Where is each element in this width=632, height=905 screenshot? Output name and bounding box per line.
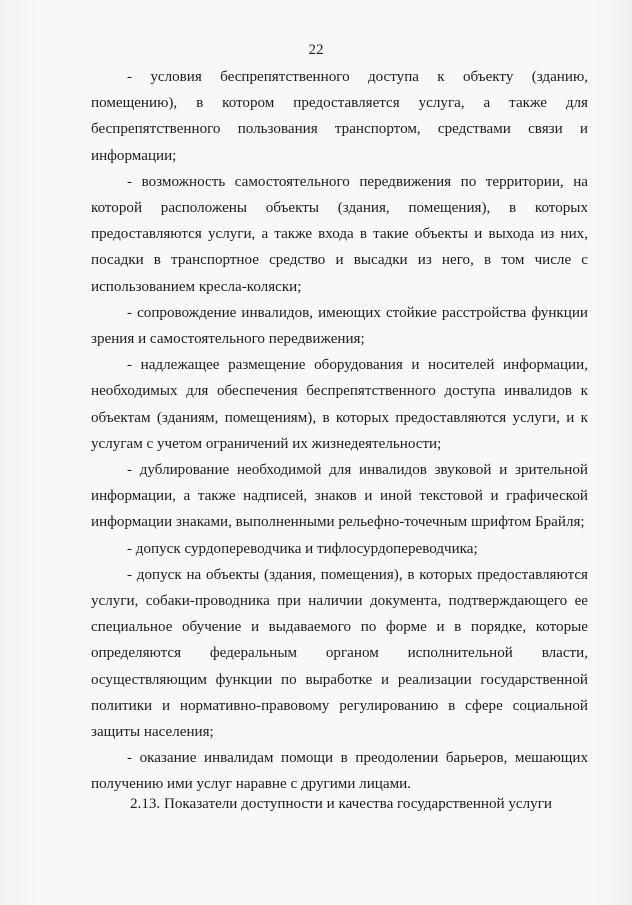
paragraph-sign-interpreter: - допуск сурдопереводчика и тифлосурдопереводчика; bbox=[127, 540, 478, 557]
paragraph-independent-movement: - возможность самостоятельного передвижения по территории, на которой расположены объекты (здания, помещения), в которых предоставляются услуги, а также входа в такие объекты и выхода из них, посадки в транспортное средство и высадки из него, в том числе с использованием кресла-коляски; bbox=[91, 173, 588, 295]
paragraph-equipment-placement: - надлежащее размещение оборудования и носителей информации, необходимых для обеспечения беспрепятственного доступа инвалидов к объектам (зданиям, помещениям), в которых предоставляются услуги, и к услугам с учетом ограничений их жизнедеятельности; bbox=[91, 357, 588, 452]
paragraph-guide-dog: - допуск на объекты (здания, помещения), в которых предоставляются услуги, собаки-проводника при наличии документа, подтверждающего ее специальное обучение и выдаваемого по форме и в порядке, которые определяются федеральным органом исполнительной власти, осуществляющим функции по выработке и реализации государственной политики и нормативно-правовому регулированию в сфере социальной защиты населения; bbox=[91, 566, 588, 741]
page-number: 22 bbox=[308, 42, 324, 58]
paragraph-escort: - сопровождение инвалидов, имеющих стойкие расстройства функции зрения и самостоятельного передвижения; bbox=[91, 304, 588, 348]
document-body bbox=[91, 64, 588, 798]
section-heading: 2.13. Показатели доступности и качества государственной услуги bbox=[130, 796, 552, 812]
paragraph-access-conditions: - условия беспрепятственного доступа к объекту (зданию, помещению), в котором предоставляется услуга, а также для беспрепятственного пользования транспортом, средствами связи и информации; bbox=[91, 69, 588, 164]
paragraph-barrier-assistance: - оказание инвалидам помощи в преодолении барьеров, мешающих получению ими услуг наравне с другими лицами. bbox=[91, 750, 588, 793]
paragraph-information-duplication: - дублирование необходимой для инвалидов звуковой и зрительной информации, а также надписей, знаков и иной текстовой и графической информации знаками, выполненными рельефно-точечным шрифтом Брайля; bbox=[91, 462, 588, 531]
